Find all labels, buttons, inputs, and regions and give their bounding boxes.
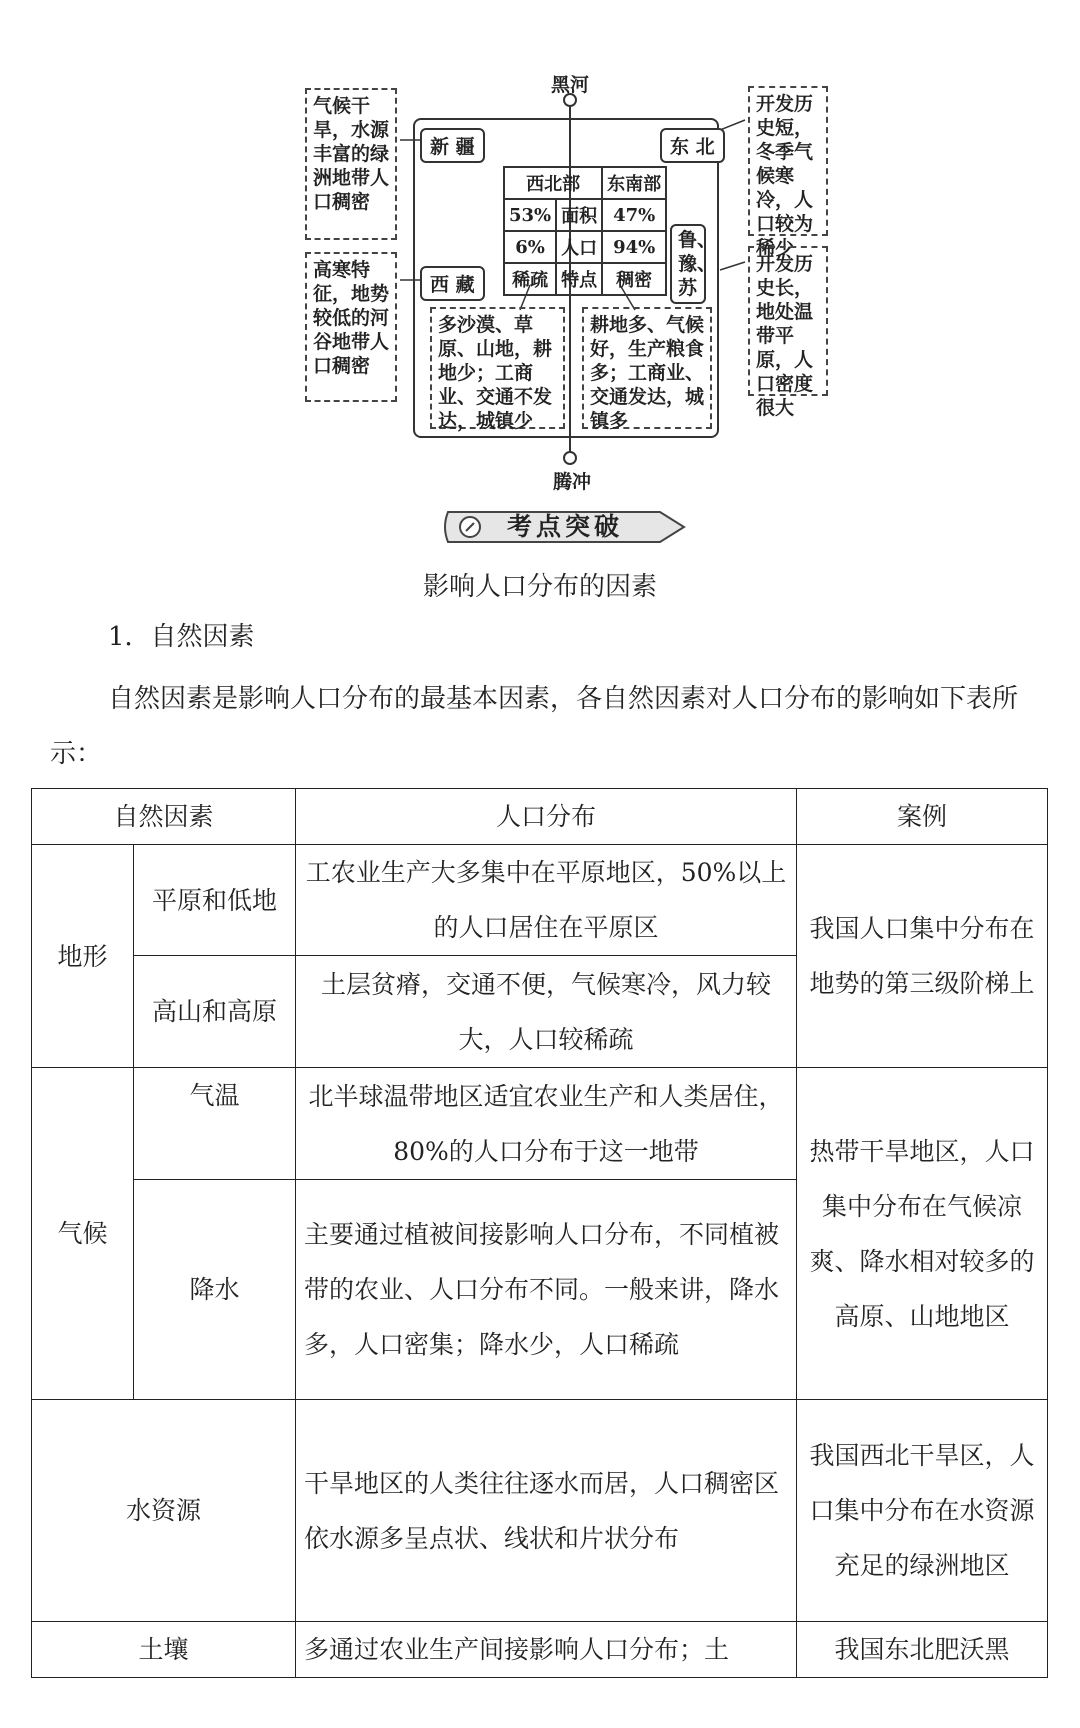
- example-cell: 我国东北肥沃黑: [797, 1622, 1048, 1678]
- factor-cell: 气温: [134, 1068, 296, 1180]
- note-xinjiang: 气候干旱，水源丰富的绿洲地带人口稠密: [305, 88, 397, 240]
- compare-cell: 人口: [556, 231, 602, 263]
- header-example: 案例: [797, 789, 1048, 845]
- example-cell: 我国西北干旱区，人口集中分布在水资源充足的绿洲地区: [797, 1400, 1048, 1622]
- table-row: [32, 1622, 1048, 1678]
- region-xizang: 西 藏: [420, 266, 485, 301]
- factor-cell: 平原和低地: [134, 845, 296, 956]
- section-banner: [440, 508, 690, 546]
- example-cell: 热带干旱地区，人口集中分布在气候凉爽、降水相对较多的高原、山地地区: [797, 1068, 1048, 1400]
- note-southeast: 耕地多、气候好，生产粮食多；工商业、交通发达，城镇多: [582, 307, 712, 429]
- note-xizang: 高寒特征，地势较低的河谷地带人口稠密: [305, 252, 397, 402]
- banner-text: 考点突破: [506, 512, 623, 541]
- heihe-label: 黑河: [551, 74, 590, 96]
- factor-cell: 降水: [134, 1180, 296, 1400]
- compare-cell: 47%: [602, 199, 666, 231]
- group-climate: 气候: [32, 1068, 134, 1400]
- tengchong-point: [564, 452, 576, 464]
- distribution-cell: 干旱地区的人类往往逐水而居，人口稠密区依水源多呈点状、线状和片状分布: [296, 1400, 797, 1622]
- subtitle: 影响人口分布的因素: [422, 572, 657, 602]
- compare-cell: 6%: [504, 231, 556, 263]
- region-xinjiang: 新 疆: [420, 128, 485, 163]
- natural-factors-table: [31, 788, 1048, 1678]
- table-row: [32, 1068, 1048, 1180]
- header-factor: 自然因素: [32, 789, 296, 845]
- factor-cell: 高山和高原: [134, 956, 296, 1068]
- note-dongbei: 开发历史短，冬季气候寒冷，人口较为稀少: [748, 86, 828, 236]
- intro-paragraph: 自然因素是影响人口分布的最基本因素，各自然因素对人口分布的影响如下表所示：: [50, 684, 1019, 769]
- compare-cell: 53%: [504, 199, 556, 231]
- distribution-cell: 多通过农业生产间接影响人口分布；土: [296, 1622, 797, 1678]
- section-heading: 1．自然因素: [108, 622, 255, 652]
- factor-cell: 土壤: [32, 1622, 296, 1678]
- tengchong-label: 腾冲: [553, 471, 592, 493]
- note-lu-yu-su: 开发历史长，地处温带平原，人口密度很大: [748, 246, 828, 396]
- compare-cell: 稀疏: [504, 263, 556, 295]
- example-cell: 我国人口集中分布在地势的第三级阶梯上: [797, 845, 1048, 1068]
- table-row: [32, 845, 1048, 956]
- note-northwest: 多沙漠、草原、山地，耕地少；工商业、交通不发达，城镇少: [430, 307, 565, 429]
- table-row: [32, 1400, 1048, 1622]
- factor-cell: 水资源: [32, 1400, 296, 1622]
- compare-cell: 稠密: [602, 263, 666, 295]
- region-lu-yu-su: 鲁、豫、苏: [670, 224, 706, 304]
- distribution-cell: 北半球温带地区适宜农业生产和人类居住，80%的人口分布于这一地带: [296, 1068, 797, 1180]
- group-terrain: 地形: [32, 845, 134, 1068]
- compare-cell: 特点: [556, 263, 602, 295]
- compare-header-se: 东南部: [602, 167, 666, 199]
- distribution-cell: 主要通过植被间接影响人口分布，不同植被带的农业、人口分布不同。一般来讲，降水多，人口密集；降水少，人口稀疏: [296, 1180, 797, 1400]
- compare-cell: 面积: [556, 199, 602, 231]
- compare-cell: 94%: [602, 231, 666, 263]
- region-dongbei: 东 北: [660, 128, 725, 163]
- distribution-cell: 土层贫瘠，交通不便，气候寒冷，风力较大，人口较稀疏: [296, 956, 797, 1068]
- compare-header-nw: 西北部: [504, 167, 602, 199]
- header-distribution: 人口分布: [296, 789, 797, 845]
- distribution-cell: 工农业生产大多集中在平原地区，50%以上的人口居住在平原区: [296, 845, 797, 956]
- compare-table: [503, 166, 667, 296]
